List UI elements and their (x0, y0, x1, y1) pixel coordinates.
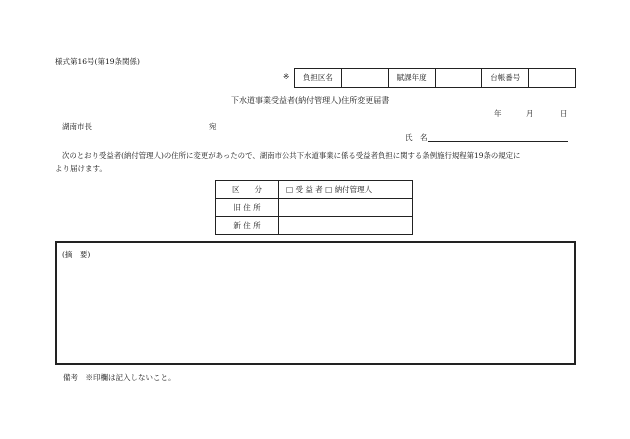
new-address-label: 新 住 所 (216, 217, 279, 235)
form-number: 様式第16号(第19条関係) (55, 57, 140, 66)
document-title: 下水道事業受益者(納付管理人)住所変更届書 (231, 96, 390, 105)
office-use-table (294, 68, 576, 88)
office-cell-levy-year-value[interactable] (435, 69, 482, 88)
date-year: 年 (494, 109, 502, 118)
summary-box[interactable] (55, 241, 576, 365)
category-label: 区 分 (216, 181, 279, 199)
category-table (215, 180, 413, 235)
office-use-mark: ※ (283, 72, 290, 81)
category-options[interactable]: □ 受 益 者 □ 納付管理人 (279, 181, 413, 199)
remarks: 備考 ※印欄は記入しないこと。 (63, 373, 176, 382)
summary-label: (摘 要) (62, 250, 91, 259)
office-cell-ledger-number-label: 台帳番号 (482, 69, 529, 88)
office-cell-ledger-number-value[interactable] (529, 69, 576, 88)
body-text-line1: 次のとおり受益者(納付管理人)の住所に変更があったので、湖南市公共下水道事業に係る受益者負担に関する条例施行規程第19条の規定に (62, 151, 521, 160)
addressee-suffix: 宛 (209, 122, 217, 131)
date-month: 月 (526, 109, 534, 118)
signature-label: 氏 名 (405, 133, 428, 142)
office-cell-levy-year-label: 賦課年度 (388, 69, 435, 88)
old-address-label: 旧 住 所 (216, 199, 279, 217)
new-address-field[interactable] (279, 217, 413, 235)
date-day: 日 (560, 109, 568, 118)
office-cell-burden-zone-label: 負担区名 (295, 69, 342, 88)
signature-line[interactable] (428, 141, 568, 142)
body-text-line2: より届けます。 (55, 164, 107, 173)
office-cell-burden-zone-value[interactable] (341, 69, 388, 88)
old-address-field[interactable] (279, 199, 413, 217)
addressee-name: 湖南市長 (62, 122, 92, 131)
